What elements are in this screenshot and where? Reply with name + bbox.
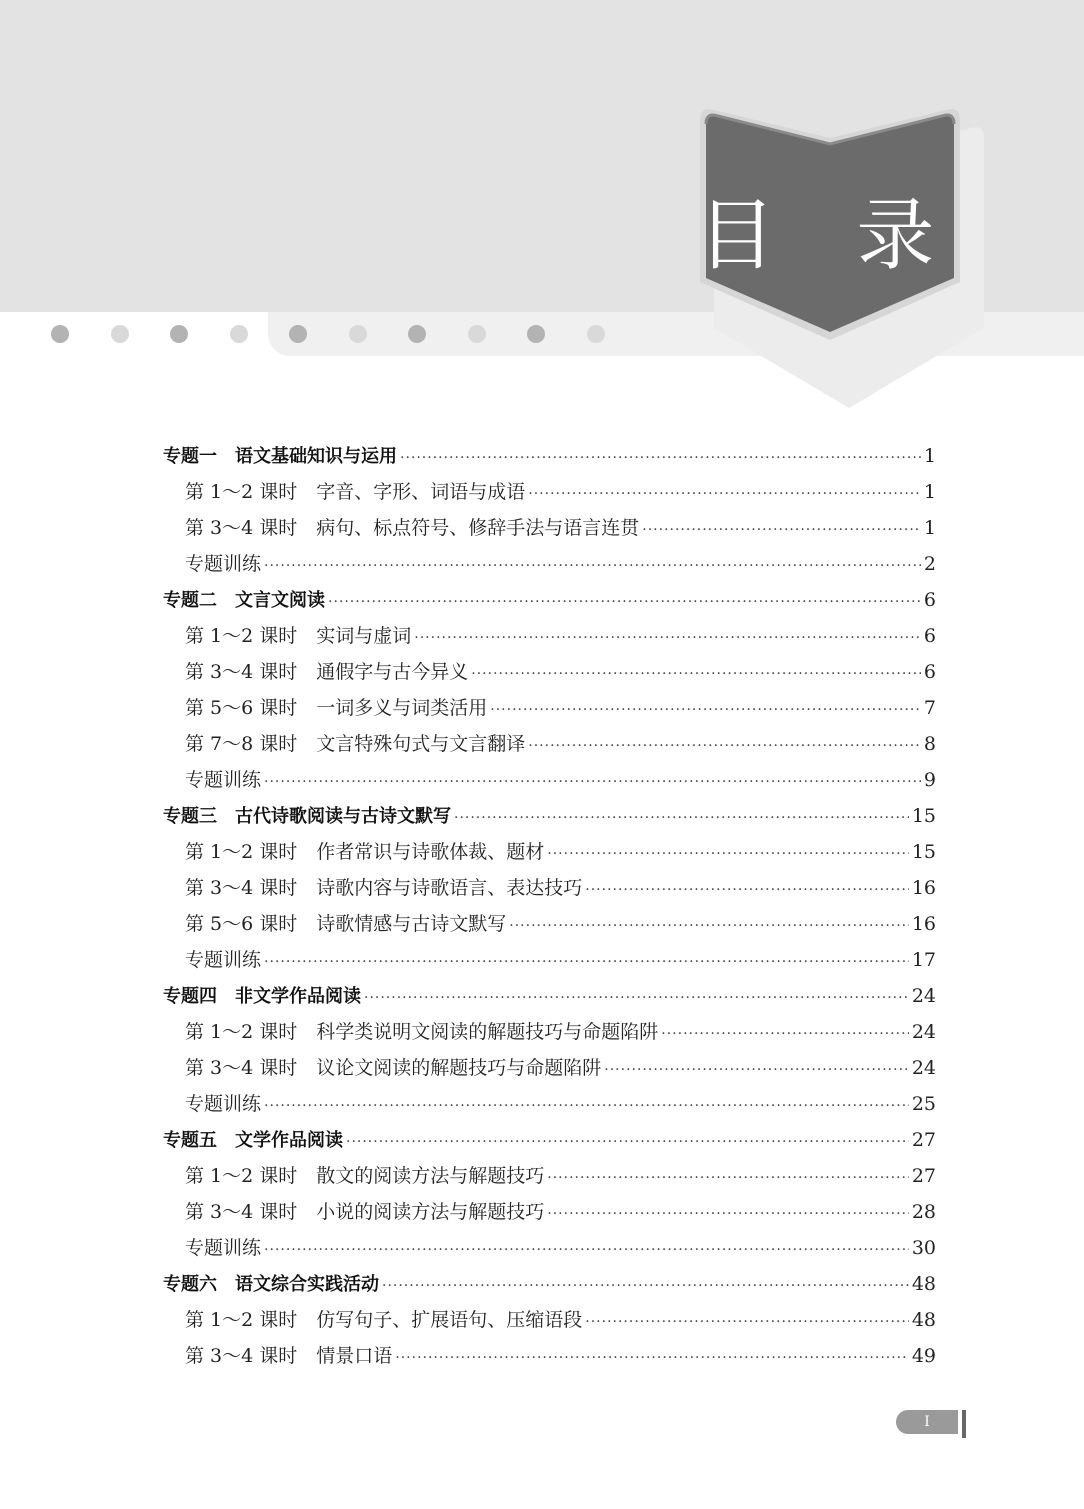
toc-topic-row[interactable] [163, 1266, 936, 1302]
dot-leader [364, 980, 909, 1016]
dot-icon [111, 325, 129, 343]
toc-entry-label: 专题训练 [185, 1093, 262, 1115]
toc-topic-row[interactable] [163, 978, 936, 1014]
dot-icon [51, 325, 69, 343]
toc-entry-row[interactable] [163, 1158, 936, 1194]
toc-entry-label: 专题六 语文综合实践活动 [163, 1274, 379, 1295]
toc-page-number: 8 [923, 733, 936, 755]
dot-leader [264, 944, 909, 980]
dot-leader [414, 620, 921, 656]
toc-page-number: 6 [923, 625, 936, 647]
dot-leader [661, 1016, 909, 1052]
toc-entry-label: 第 3～4 课时 小说的阅读方法与解题技巧 [185, 1201, 545, 1223]
toc-entry-label: 专题训练 [185, 1237, 262, 1259]
dot-leader [585, 1304, 909, 1340]
dot-leader [509, 908, 909, 944]
dot-icon [408, 325, 426, 343]
toc-page-number: 28 [911, 1201, 936, 1223]
toc-entry-row[interactable] [163, 1014, 936, 1050]
dot-icon [230, 325, 248, 343]
toc-entry-label: 第 3～4 课时 情景口语 [185, 1345, 393, 1367]
toc-entry-row[interactable] [163, 1338, 936, 1374]
toc-page-number: 15 [911, 805, 936, 827]
toc-entry-row[interactable] [163, 474, 936, 510]
toc-entry-label: 专题四 非文学作品阅读 [163, 986, 361, 1007]
toc-page-number: 15 [911, 841, 936, 863]
toc-entry-row[interactable] [163, 942, 936, 978]
toc-page-number: 27 [911, 1129, 936, 1151]
toc-entry-row[interactable] [163, 546, 936, 582]
toc-entry-row[interactable] [163, 870, 936, 906]
toc-page-number: 7 [923, 697, 936, 719]
dot-icon [527, 325, 545, 343]
toc-entry-row[interactable] [163, 762, 936, 798]
toc-entry-row[interactable] [163, 510, 936, 546]
dot-leader [395, 1340, 909, 1376]
toc-page-number: 27 [911, 1165, 936, 1187]
toc-entry-label: 第 5～6 课时 一词多义与词类活用 [185, 697, 488, 719]
toc-entry-label: 第 3～4 课时 议论文阅读的解题技巧与命题陷阱 [185, 1057, 602, 1079]
dot-icon [170, 325, 188, 343]
dot-leader [400, 440, 921, 476]
dot-leader [264, 1232, 909, 1268]
toc-entry-label: 第 3～4 课时 病句、标点符号、修辞手法与语言连贯 [185, 517, 640, 539]
toc-page-number: 1 [923, 517, 936, 539]
toc-topic-row[interactable] [163, 582, 936, 618]
toc-page-number: 16 [911, 913, 936, 935]
toc-page-number: 2 [923, 553, 936, 575]
toc-page-number: 24 [911, 1021, 936, 1043]
dot-leader [528, 728, 921, 764]
toc-entry-label: 第 1～2 课时 仿写句子、扩展语句、压缩语段 [185, 1309, 583, 1331]
toc-page-number: 6 [923, 661, 936, 683]
toc-entry-label: 第 3～4 课时 通假字与古今异义 [185, 661, 469, 683]
dot-leader [490, 692, 921, 728]
toc-page-number: 30 [911, 1237, 936, 1259]
folio [896, 1410, 968, 1438]
toc-entry-label: 第 5～6 课时 诗歌情感与古诗文默写 [185, 913, 507, 935]
toc-entry-label: 第 1～2 课时 作者常识与诗歌体裁、题材 [185, 841, 545, 863]
toc-entry-label: 专题训练 [185, 553, 262, 575]
dot-leader [585, 872, 909, 908]
page-number: Ⅰ [924, 1414, 930, 1430]
toc-page-number: 17 [911, 949, 936, 971]
toc-entry-label: 第 1～2 课时 散文的阅读方法与解题技巧 [185, 1165, 545, 1187]
toc-page-number: 9 [923, 769, 936, 791]
dot-icon [468, 325, 486, 343]
dot-leader [264, 548, 921, 584]
toc-topic-row[interactable] [163, 438, 936, 474]
toc-entry-row[interactable] [163, 1086, 936, 1122]
dot-leader [528, 476, 921, 512]
toc-entry-label: 专题二 文言文阅读 [163, 590, 325, 611]
dot-leader [604, 1052, 909, 1088]
toc-entry-row[interactable] [163, 834, 936, 870]
dot-leader [346, 1124, 909, 1160]
toc-entry-label: 专题五 文学作品阅读 [163, 1130, 343, 1151]
toc-entry-row[interactable] [163, 906, 936, 942]
toc-entry-row[interactable] [163, 1230, 936, 1266]
folio-bar [962, 1410, 966, 1438]
toc-entry-row[interactable] [163, 726, 936, 762]
toc-page-number: 24 [911, 1057, 936, 1079]
toc-topic-row[interactable] [163, 798, 936, 834]
toc-page-number: 49 [911, 1345, 936, 1367]
dot-leader [454, 800, 909, 836]
dot-leader [642, 512, 921, 548]
toc-topic-row[interactable] [163, 1122, 936, 1158]
toc-entry-label: 第 1～2 课时 实词与虚词 [185, 625, 412, 647]
dot-leader [471, 656, 921, 692]
toc-entry-row[interactable] [163, 1194, 936, 1230]
toc-entry-row[interactable] [163, 1050, 936, 1086]
toc-entry-label: 专题三 古代诗歌阅读与古诗文默写 [163, 806, 451, 827]
decorative-dots [0, 312, 700, 356]
toc-page-number: 1 [923, 445, 936, 467]
dot-leader [547, 1196, 909, 1232]
toc-page-number: 1 [923, 481, 936, 503]
dot-leader [264, 764, 921, 800]
toc-entry-label: 专题训练 [185, 769, 262, 791]
toc-entry-label: 第 1～2 课时 字音、字形、词语与成语 [185, 481, 526, 503]
toc-entry-label: 第 7～8 课时 文言特殊句式与文言翻译 [185, 733, 526, 755]
dot-leader [547, 1160, 909, 1196]
dot-icon [587, 325, 605, 343]
toc-entry-label: 专题训练 [185, 949, 262, 971]
page-title: 目 录 [697, 191, 963, 281]
table-of-contents [163, 438, 936, 1374]
toc-entry-row[interactable] [163, 654, 936, 690]
dot-leader [382, 1268, 909, 1304]
toc-entry-row[interactable] [163, 618, 936, 654]
dot-icon [349, 325, 367, 343]
toc-page-number: 48 [911, 1273, 936, 1295]
dot-leader [547, 836, 909, 872]
toc-entry-label: 第 1～2 课时 科学类说明文阅读的解题技巧与命题陷阱 [185, 1021, 659, 1043]
toc-page-number: 24 [911, 985, 936, 1007]
toc-entry-label: 第 3～4 课时 诗歌内容与诗歌语言、表达技巧 [185, 877, 583, 899]
toc-page-number: 16 [911, 877, 936, 899]
toc-page-number: 25 [911, 1093, 936, 1115]
toc-page-number: 6 [923, 589, 936, 611]
dot-icon [289, 325, 307, 343]
toc-page-number: 48 [911, 1309, 936, 1331]
dot-leader [264, 1088, 909, 1124]
toc-entry-label: 专题一 语文基础知识与运用 [163, 446, 397, 467]
toc-entry-row[interactable] [163, 690, 936, 726]
toc-entry-row[interactable] [163, 1302, 936, 1338]
dot-leader [328, 584, 921, 620]
